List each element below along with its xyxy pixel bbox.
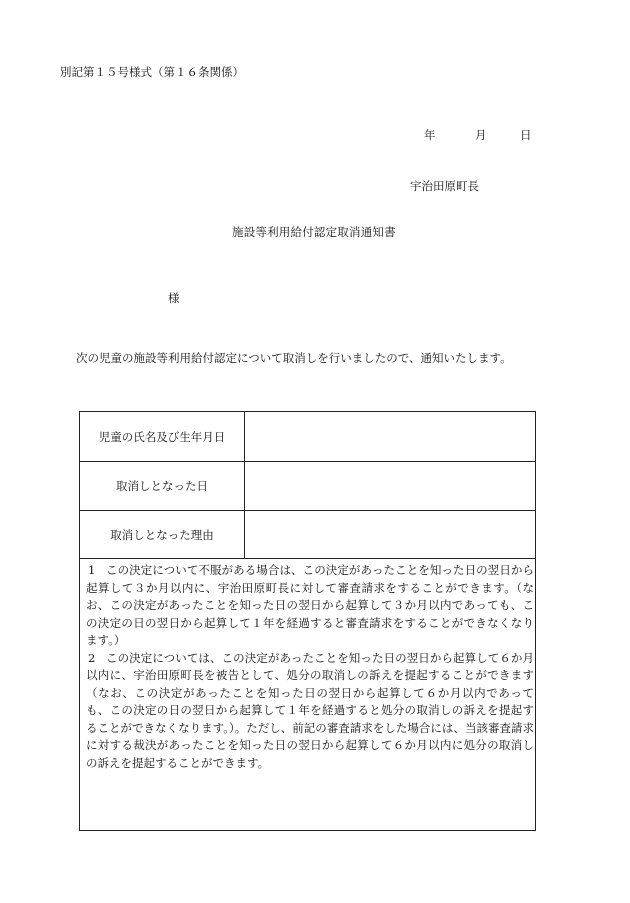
table-row-cancellation-date xyxy=(80,462,535,511)
form-table xyxy=(79,411,536,831)
row-value-cancellation-date[interactable] xyxy=(245,462,535,510)
month-label: 月 xyxy=(475,128,487,142)
year-label: 年 xyxy=(424,128,436,142)
form-number: 別記第１５号様式（第１６条関係） xyxy=(60,65,244,79)
appeal-notes xyxy=(86,562,534,772)
table-row-cancellation-reason xyxy=(80,511,535,559)
date-line xyxy=(424,127,532,143)
row-label-cancellation-date: 取消しとなった日 xyxy=(80,462,245,510)
note-item xyxy=(86,650,534,773)
note-text: この決定について不服がある場合は、この決定があったことを知った日の翌日から起算して３か月以内に、宇治田原町長に対して審査請求をすることができます。（なお、この決定があったことを知った日の翌日から起算して３か月以内であっても、この決定の日の翌日から起算して１年を経過すると審査請求をすることができなくなります。） xyxy=(86,563,534,647)
note-number: 2 xyxy=(88,650,96,665)
intro-text: 次の児童の施設等利用給付認定について取消しを行いましたので、通知いたします。 xyxy=(76,351,512,365)
row-value-cancellation-reason[interactable] xyxy=(245,511,535,558)
table-row-child-name-birthdate xyxy=(80,412,535,462)
row-label-cancellation-reason: 取消しとなった理由 xyxy=(80,511,245,558)
row-label-child-name-birthdate: 児童の氏名及び生年月日 xyxy=(80,412,245,461)
document-title: 施設等利用給付認定取消通知書 xyxy=(232,225,396,239)
issuer-name: 宇治田原町長 xyxy=(410,179,479,193)
note-text: この決定については、この決定があったことを知った日の翌日から起算して６か月以内に、宇治田原町長を被告として、処分の取消しの訴えを提起することができます（なお、この決定があったことを知った日の翌日から起算して６か月以内であっても、この決定の日の翌日から起算して１年を経過すると処分の取消しの訴えを提起することができなくなります。）。ただし、前記の審査請求をした場合には、当該審査請求に対する裁決があったことを知った日の翌日から起算して６か月以内に処分の取消しの訴えを提起することができます。 xyxy=(86,650,534,770)
note-number: 1 xyxy=(88,563,96,577)
addressee-suffix: 様 xyxy=(168,291,180,305)
note-item xyxy=(86,562,534,650)
row-value-child-name-birthdate[interactable] xyxy=(245,412,535,461)
day-label: 日 xyxy=(520,128,532,142)
